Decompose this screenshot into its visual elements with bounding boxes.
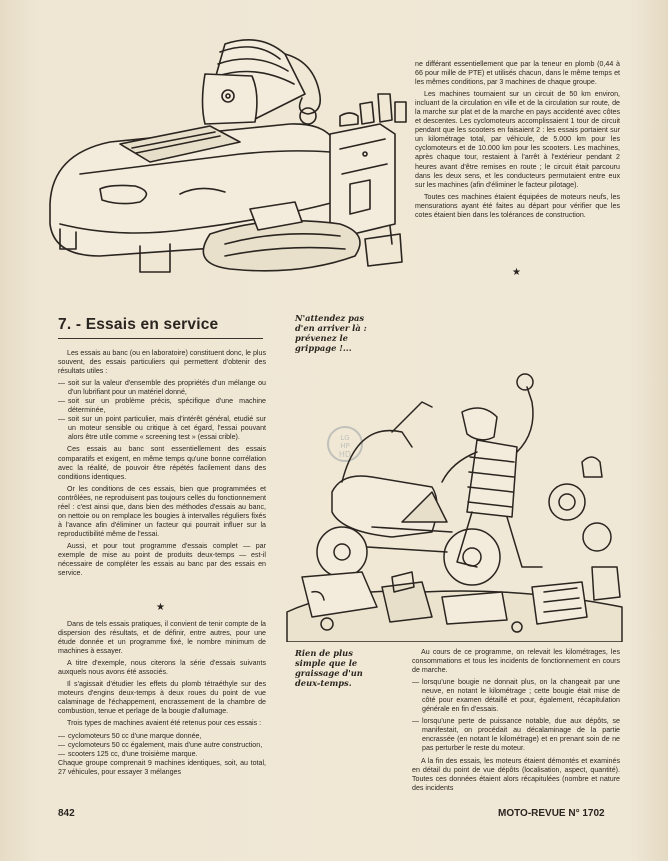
caption-bottom: Rien de plus simple que le graissage d'un deux-temps.: [295, 648, 363, 688]
paragraph: Trois types de machines avaient été retenus pour ces essais :: [67, 719, 262, 728]
paragraph: Aussi, et pour tout programme d'essais complet — par exemple de mise au point de produits deux-temps — est-il nécessaire de compléter les essais au banc par des essais en service.: [58, 541, 266, 578]
lower-left-column: [58, 620, 266, 780]
heading-rule: [58, 338, 263, 339]
list-item: — scooters 125 cc, d'une troisième marque.: [58, 749, 198, 758]
paragraph: A titre d'exemple, nous citerons la série d'essais suivants auxquels nous avons été associés.: [58, 659, 266, 677]
list-item: — soit sur un problème précis, spécifique d'une machine déterminée,: [58, 397, 266, 415]
svg-text:HD: HD: [338, 450, 352, 459]
svg-text:HP: HP: [340, 442, 350, 450]
paragraph: ne différant essentiellement que par la teneur en plomb (0,44 à 66 pour mille de PTE) et utilisés chacun, dans le même temps et les mêmes conditions, par 3 machines de chaque groupe.: [415, 60, 620, 87]
separator-star: ★: [512, 267, 521, 278]
list-item: — soit sur un point particulier, mais d'intérêt général, etudié sur un moteur sensible ou critique à cet égard, l'essai pouvant alors être utile comme « screening test » (essai crible).: [58, 415, 266, 442]
list-item: — soit sur la valeur d'ensemble des propriétés d'un mélange ou d'un lubrifiant pour un matériel donné,: [58, 379, 266, 397]
separator-star: ★: [156, 602, 165, 613]
paragraph: Ces essais au banc sont essentiellement des essais comparatifs et exigent, en même temps qu'une bonne corrélation avec la réalité, de pouvoir être répétés facilement dans des conditions identiques.: [58, 445, 266, 481]
section-heading: 7. - Essais en service: [58, 316, 219, 333]
list-item: — lorsqu'une bougie ne donnait plus, on la changeait par une neuve, en notant le kilométrage ; cette bougie était mise de côté pour examen détaillé et pour, également, récapitulation générale en fin d'essais.: [412, 678, 620, 714]
page-number: 842: [58, 808, 75, 819]
paragraph: A la fin des essais, les moteurs étaient démontés et examinés en détail du point de vue dépôts (localisation, aspect, quantité). Toutes ces données étaient alors récapitulées (nombre et nature des incidents: [412, 756, 620, 792]
list-item: — cyclomoteurs 50 cc d'une marque donnée,: [58, 731, 202, 740]
magazine-title: MOTO-REVUE N° 1702: [498, 808, 605, 819]
paragraph: Il s'agissait d'étudier les effets du plomb tétraéthyle sur des moteurs d'engins deux-temps à deux roues du point de vue calaminage de l'échappement, encrassement de la chambre de combustion, tenue et perlage de la bougie d'allumage.: [58, 680, 266, 716]
paragraph: Les essais au banc (ou en laboratoire) constituent donc, le plus souvent, des essais particuliers qui permettent d'obtenir des résultats utiles :: [58, 349, 266, 376]
sick-motorbike-in-bed-illustration: [40, 24, 410, 284]
list-item: — cyclomoteurs 50 cc également, mais d'une autre construction,: [58, 740, 263, 749]
paragraph: Toutes ces machines étaient équipées de moteurs neufs, les mensurations ayant été faites au départ pour vérifier que les cotes étaient bien dans les tolérances de construction.: [415, 192, 620, 219]
caption-top: N'attendez pas d'en arriver là : prévenez le grippage !...: [295, 313, 367, 353]
paragraph: Or les conditions de ces essais, bien que programmées et contrôlées, ne reproduisent pas toujours celles du fonctionnement réel : c'est ainsi que, dans bien des méthodes d'essais au banc, on nettoie ou on remplace les bougies à intervalles réguliers fixés à l'avance afin d'éliminer un facteur qui pourrait influer sur la reproductibilité même de l'essai.: [58, 484, 266, 538]
paragraph: Au cours de ce programme, on relevait les kilométrages, les consommations et tous les incidents de fonctionnement en cours de marche.: [412, 648, 620, 675]
paragraph: Dans de tels essais pratiques, il convient de tenir compte de la dispersion des résultats, et de définir, entre autres, pour une étude donnée et un programme fixé, le nombre minimum de machines à essayer.: [58, 620, 266, 656]
lower-right-column: [412, 648, 620, 796]
list-item: — lorsqu'une perte de puissance notable, due aux dépôts, se manifestait, on procédait au décalaminage de la partie encrassée (en notant le kilométrage) et en prenant soin de ne pas perturber le reste du moteur.: [412, 717, 620, 753]
paragraph: Les machines tournaient sur un circuit de 50 km environ, incluant de la circulation en ville et de la circulation sur route, de la marche sur plat et de la marche en pays accidenté avec côtes et descentes. Les cyclomoteurs accomplissaient 1 tour de circuit pendant que les scooters en faisaient 2 : les essais portaient sur un kilométrage total, par véhicule, de 5.000 km pour les cyclomoteurs et de 10.000 km pour les scooters. Les machines, après chaque tour, restaient à l'arrêt à l'extérieur pendant 2 heures avant d'être remises en route ; le circuit était parcouru dans les deux sens, et les conducteurs permutaient entre eux sur les machines (afin d'éliminer le facteur pilotage).: [415, 90, 620, 189]
left-column-section: [58, 349, 266, 581]
svg-text:LG: LG: [340, 434, 350, 442]
top-right-column: [415, 60, 620, 223]
paragraph: Chaque groupe comprenait 9 machines identiques, soit, au total, 27 véhicules, pour essayer 3 mélanges: [58, 758, 266, 776]
mechanic-with-scooter-illustration: [282, 362, 627, 642]
